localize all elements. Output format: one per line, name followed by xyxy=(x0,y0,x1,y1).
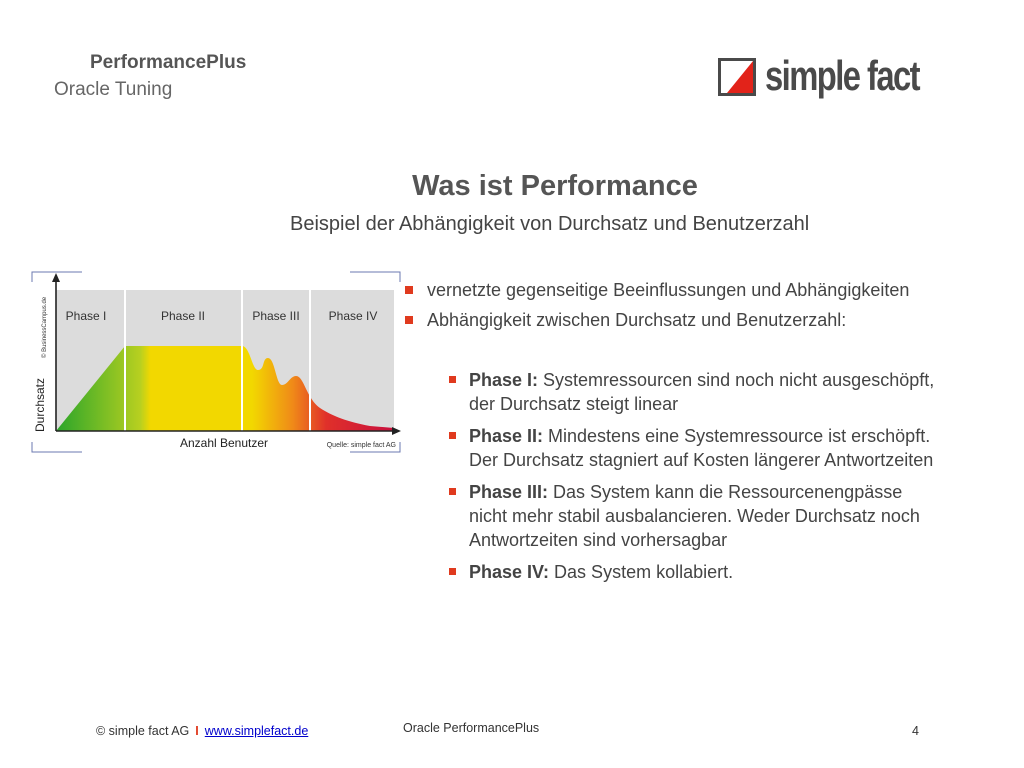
bracket-top-right xyxy=(350,272,400,282)
throughput-diagram xyxy=(30,270,402,454)
copyright-label: © BusinessCampus.de xyxy=(42,296,48,358)
source-label: Quelle: simple fact AG xyxy=(326,442,396,449)
list-item xyxy=(405,368,939,416)
phase-description: Das System kollabiert. xyxy=(549,562,734,582)
bullet-square-icon xyxy=(405,316,413,324)
list-item xyxy=(405,480,939,552)
bullet-square-icon xyxy=(449,376,456,383)
footer-left xyxy=(96,724,308,738)
footer-website-link[interactable]: www.simplefact.de xyxy=(204,724,309,738)
footer-center: Oracle PerformancePlus xyxy=(403,721,540,735)
x-axis-arrow-icon xyxy=(392,427,401,435)
phase-label-1: Phase I xyxy=(65,309,107,323)
phase-label-4: Phase IV xyxy=(328,309,378,323)
header-title: PerformancePlus xyxy=(90,52,247,73)
list-item xyxy=(405,560,939,584)
bracket-bottom-left xyxy=(32,442,82,452)
bullet-text: vernetzte gegenseitige Beeinflussungen und Abhängigkeiten xyxy=(427,280,910,300)
list-item xyxy=(405,424,939,472)
page-number: 4 xyxy=(912,724,919,738)
slide-title: Was ist Performance xyxy=(412,170,698,202)
bullet-square-icon xyxy=(449,568,456,575)
footer-copyright: © simple fact AG xyxy=(96,724,190,738)
bullet-square-icon xyxy=(405,286,413,294)
x-axis-label: Anzahl Benutzer xyxy=(179,436,269,450)
y-axis-label: Durchsatz xyxy=(33,377,47,432)
list-item xyxy=(405,278,965,302)
bullet-text: Abhängigkeit zwischen Durchsatz und Benutzerzahl: xyxy=(427,310,847,330)
bullet-square-icon xyxy=(449,488,456,495)
phase-description: Systemressourcen sind noch nicht ausgeschöpft, der Durchsatz steigt linear xyxy=(469,370,935,414)
y-axis-arrow-icon xyxy=(52,273,60,282)
phase-term: Phase I: xyxy=(469,370,539,390)
phase-description: Mindestens eine Systemressource ist erschöpft. Der Durchsatz stagniert auf Kosten längerer Antwortzeiten xyxy=(469,426,934,470)
list-item xyxy=(405,308,965,332)
phase-term: Phase IV: xyxy=(469,562,550,582)
bullet-square-icon xyxy=(449,432,456,439)
phase-label-2: Phase II xyxy=(160,309,206,323)
header-subtitle: Oracle Tuning xyxy=(54,79,173,100)
slide-subtitle: Beispiel der Abhängigkeit von Durchsatz und Benutzerzahl xyxy=(290,213,810,235)
phase-term: Phase II: xyxy=(469,426,544,446)
phase-term: Phase III: xyxy=(469,482,549,502)
phase-label-3: Phase III xyxy=(252,309,300,323)
simple-fact-logo xyxy=(718,52,928,108)
logo-wordmark: simple fact xyxy=(765,52,919,99)
phase-description: Das System kann die Ressourcenengpässe nicht mehr stabil ausbalancieren. Weder Durchsatz noch Antwortzeiten sind vorhersagbar xyxy=(469,482,920,550)
logo-mark-icon xyxy=(718,58,756,96)
footer-separator: I xyxy=(195,724,199,738)
bullet-list xyxy=(405,278,965,592)
